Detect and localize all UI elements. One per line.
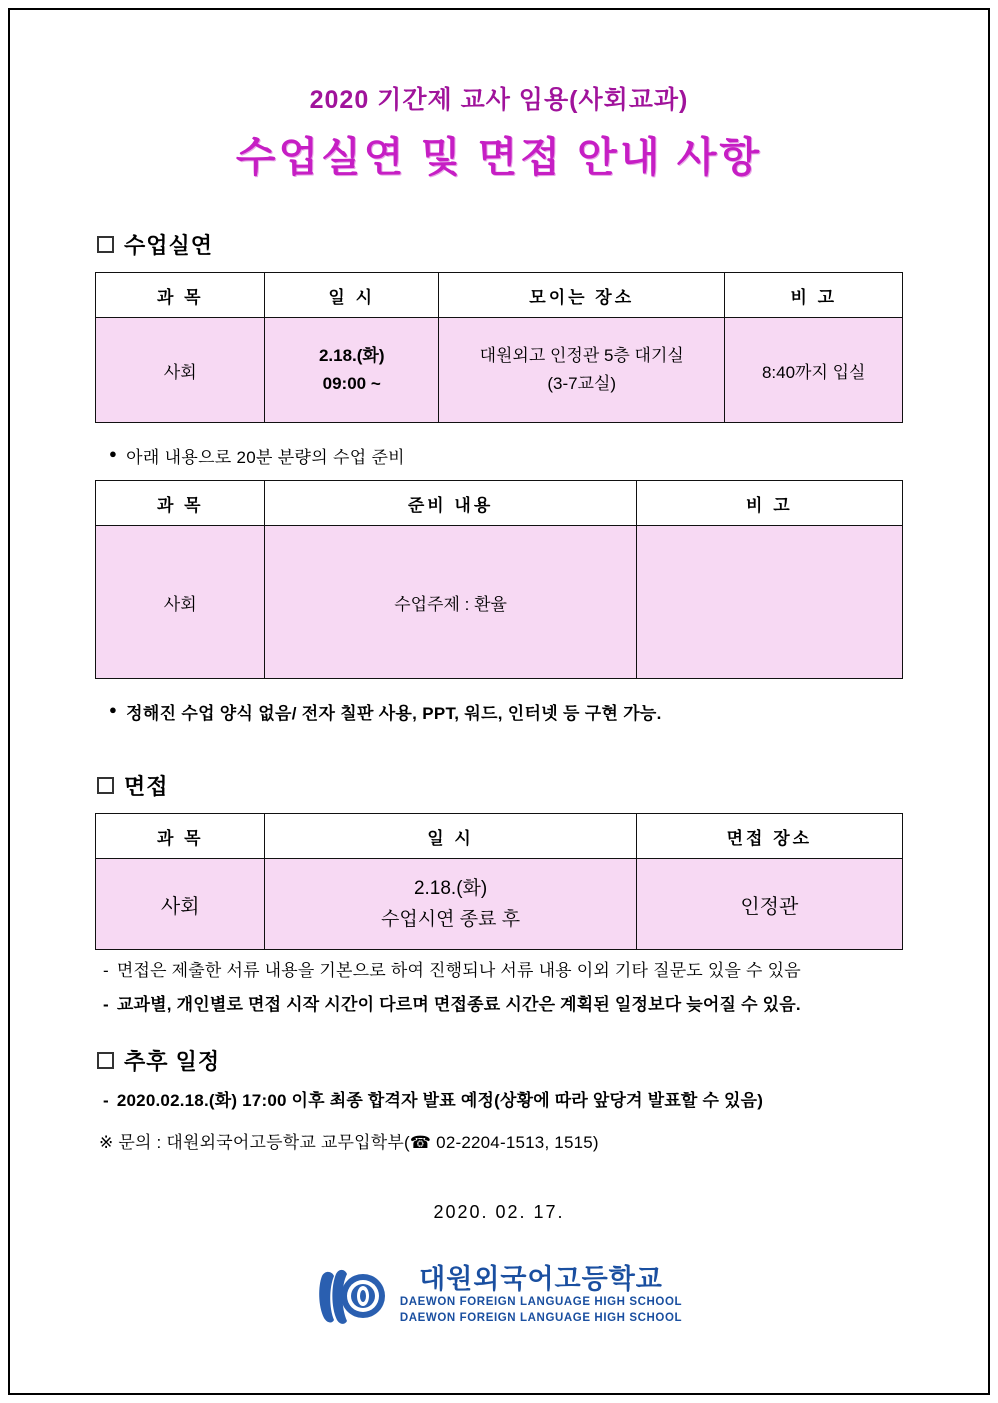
dash-marker: - — [103, 995, 109, 1015]
section-heading-schedule-label: 추후 일정 — [124, 1048, 221, 1074]
section-heading-schedule — [97, 1045, 903, 1076]
inquiry-text: ※ 문의 : 대원외국어고등학교 교무입학부(☎ 02-2204-1513, 1515) — [99, 1133, 599, 1153]
column-header-subject: 과 목 — [96, 481, 265, 526]
cell-subject: 사회 — [96, 318, 265, 423]
school-name-korean: 대원외국어고등학교 — [419, 1264, 663, 1295]
cell-datetime-date: 2.18.(화) — [413, 877, 488, 899]
section-heading-interview — [97, 770, 903, 801]
inquiry-line — [99, 1130, 903, 1156]
column-header-subject: 과 목 — [96, 273, 265, 318]
school-name-english-1: DAEWON FOREIGN LANGUAGE HIGH SCHOOL — [399, 1295, 683, 1308]
checkbox-icon — [97, 1052, 114, 1069]
table-row — [96, 859, 903, 950]
dash-marker: - — [103, 961, 109, 980]
school-logo — [95, 1265, 903, 1327]
checkbox-icon — [97, 236, 114, 253]
cell-subject: 사회 — [96, 859, 265, 950]
cell-content: 수업주제 : 환율 — [265, 526, 636, 679]
document-subtitle: 2020 기간제 교사 임용(사회교과) — [309, 86, 689, 114]
column-header-remark: 비 고 — [725, 273, 903, 318]
table-header-row — [96, 481, 903, 526]
cell-remark — [636, 526, 902, 679]
schedule-note-1-text: 2020.02.18.(화) 17:00 이후 최종 합격자 발표 예정(상황에 따라 앞당겨 발표할 수 있음) — [116, 1090, 764, 1110]
schedule-note-1 — [103, 1088, 903, 1114]
interview-note-2-text: 교과별, 개인별로 면접 시작 시간이 다르며 면접종료 시간은 계획된 일정보다 늦어질 수 있음. — [116, 995, 801, 1015]
column-header-datetime: 일 시 — [265, 814, 636, 859]
cell-datetime-date: 2.18.(화) — [318, 345, 385, 365]
cell-datetime-note: 수업시연 종료 후 — [381, 909, 521, 930]
page-title: 수업실연 및 면접 안내 사항 — [235, 134, 763, 180]
column-header-content: 준비 내용 — [265, 481, 636, 526]
table-row — [96, 318, 903, 423]
cell-datetime-time: 09:00 ~ — [322, 374, 381, 393]
column-header-remark: 비 고 — [636, 481, 902, 526]
section-heading-interview-label: 면접 — [124, 774, 169, 799]
bullet-format — [109, 699, 903, 724]
bullet-prepare-text: 아래 내용으로 20분 분량의 수업 준비 — [126, 448, 405, 467]
table-row — [96, 526, 903, 679]
cell-remark: 8:40까지 입실 — [725, 318, 903, 423]
section-heading-demo-label: 수업실연 — [124, 233, 214, 258]
column-header-place: 면접 장소 — [636, 814, 902, 859]
cell-place-line2: (3-7교실) — [547, 374, 617, 393]
demo-schedule-table — [95, 272, 903, 423]
dash-marker: - — [103, 1090, 109, 1110]
cell-subject: 사회 — [96, 526, 265, 679]
bullet-format-text: 정해진 수업 양식 없음/ 전자 칠판 사용, PPT, 워드, 인터넷 등 구현 가능. — [126, 704, 662, 723]
column-header-subject: 과 목 — [96, 814, 265, 859]
bullet-dot-icon: ● — [109, 702, 118, 717]
checkbox-icon — [97, 777, 114, 794]
section-heading-demo — [97, 229, 903, 260]
interview-note-1-text: 면접은 제출한 서류 내용을 기본으로 하여 진행되나 서류 내용 이외 기타 질문도 있을 수 있음 — [116, 961, 801, 980]
column-header-datetime: 일 시 — [265, 273, 439, 318]
table-header-row — [96, 273, 903, 318]
school-name-english-2: DAEWON FOREIGN LANGUAGE HIGH SCHOOL — [399, 1312, 683, 1325]
cell-place-line1: 대원외고 인정관 5층 대기실 — [479, 345, 684, 365]
document-date: 2020. 02. 17. — [433, 1202, 565, 1223]
school-crest-icon — [316, 1266, 390, 1326]
cell-datetime — [265, 859, 636, 950]
column-header-place: 모이는 장소 — [438, 273, 724, 318]
cell-place: 인정관 — [636, 859, 902, 950]
cell-place — [438, 318, 724, 423]
interview-note-2 — [103, 992, 903, 1018]
bullet-prepare — [109, 443, 903, 468]
bullet-dot-icon: ● — [109, 446, 118, 461]
table-header-row — [96, 814, 903, 859]
interview-table — [95, 813, 903, 950]
cell-datetime — [265, 318, 439, 423]
demo-prepare-table — [95, 480, 903, 679]
school-logo-text — [400, 1265, 682, 1327]
interview-note-1 — [103, 958, 903, 984]
